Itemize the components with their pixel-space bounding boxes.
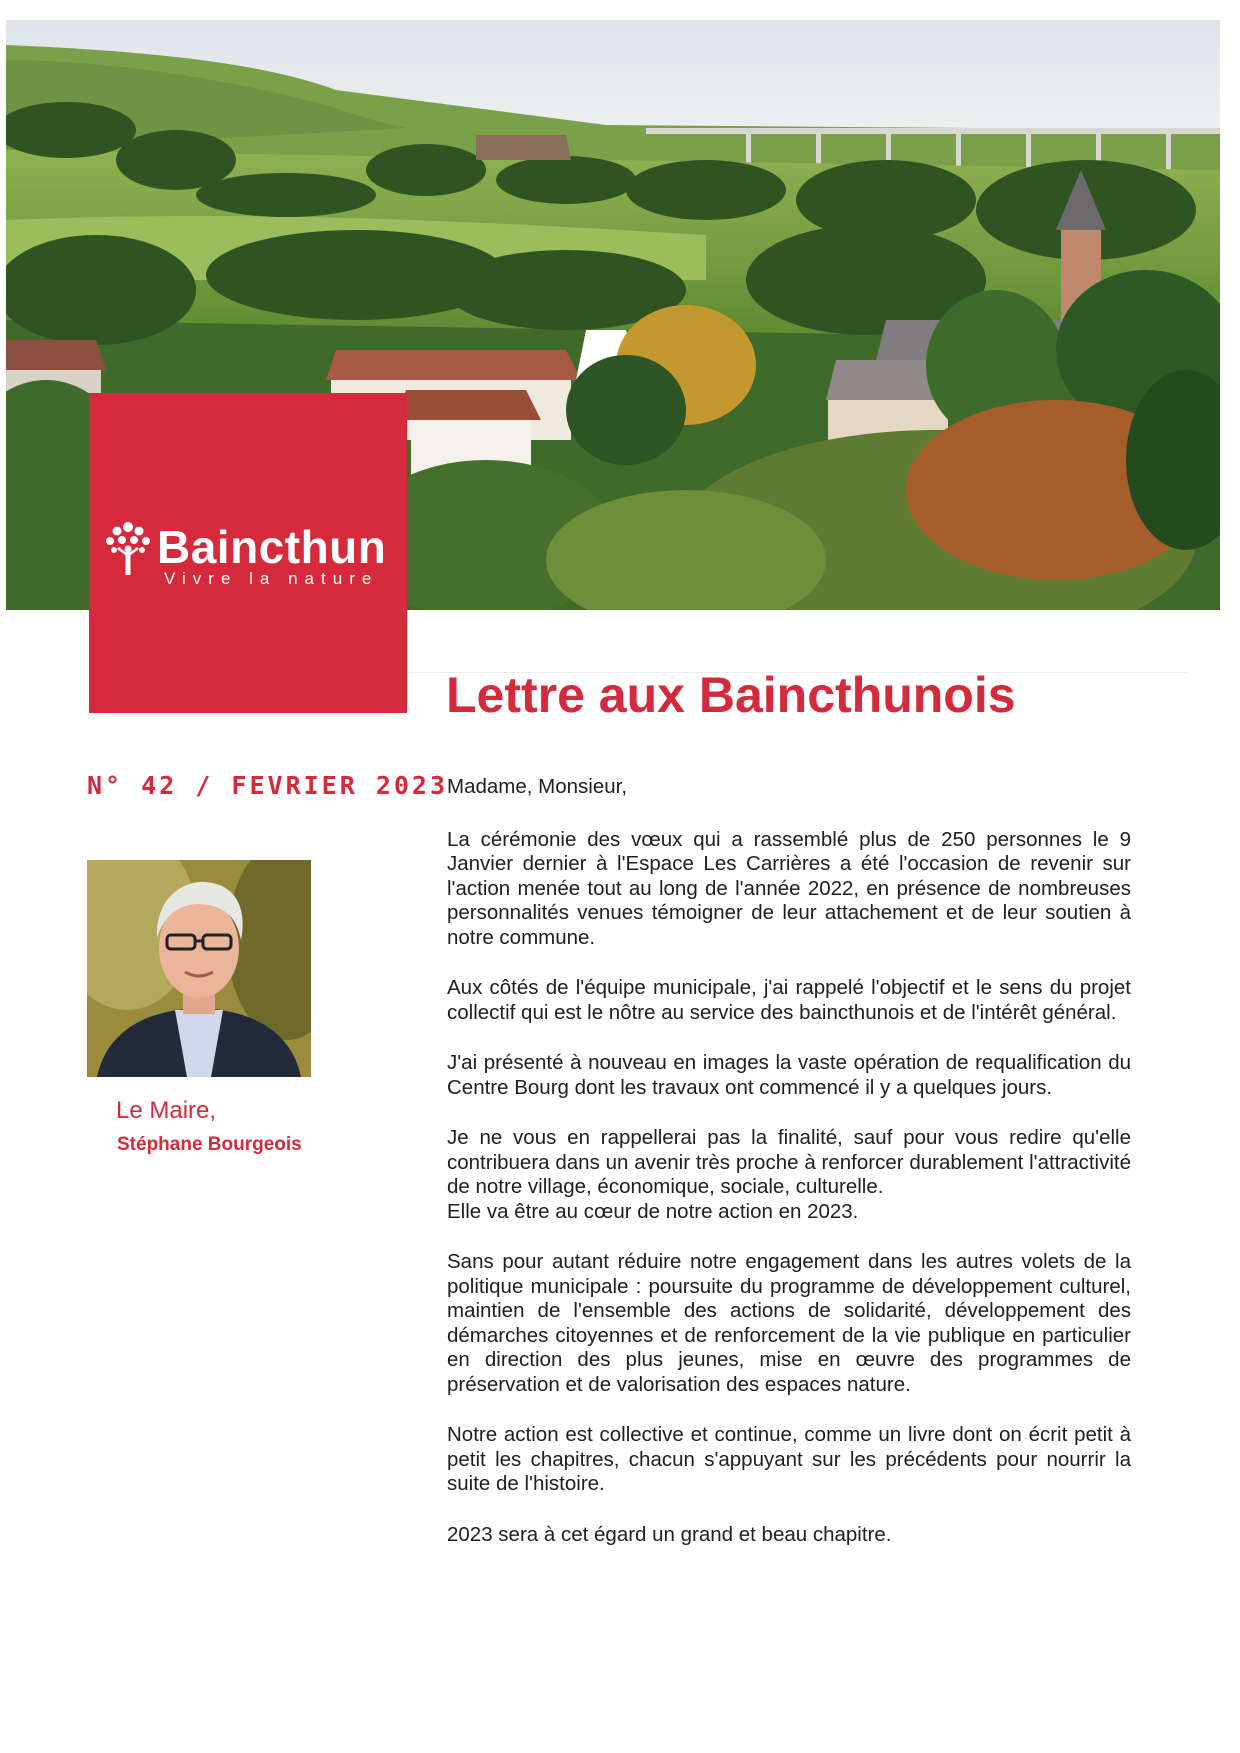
letter-paragraph: Notre action est collective et continue, comme un livre dont on écrit petit à petit les chapitres, chacun s'appuyant sur les précédents pour nourrir la suite de l'histoire. (447, 1423, 1131, 1495)
letter-paragraph: Sans pour autant réduire notre engagement dans les autres volets de la politique municipale : poursuite du programme de développement culturel, maintien de l'ensemble des actions de solidarité, développement des démarches citoyennes et de renforcement de la vie publique en particulier en direction des plus jeunes, mise en œuvre des programmes de préservation et de valorisation des espaces nature. (447, 1250, 1131, 1396)
issue-number: N° 42 / FEVRIER 2023 (87, 771, 449, 800)
letter-salutation: Madame, Monsieur, (447, 775, 628, 798)
letter-paragraph: Elle va être au cœur de notre action en 2023. (447, 1199, 859, 1223)
letter-paragraph: Je ne vous en rappellerai pas la finalité, sauf pour vous redire qu'elle contribuera dans un avenir très proche à renforcer durablement l'attractivité de notre village, économique, sociale, culturelle. (447, 1126, 1131, 1198)
tree-icon (103, 517, 153, 577)
brand-logo-block (89, 393, 407, 713)
signature-name: Stéphane Bourgeois (117, 1134, 302, 1155)
letter-paragraph: 2023 sera à cet égard un grand et beau chapitre. (447, 1522, 892, 1546)
brand-tagline: Vivre la nature (164, 569, 379, 588)
portrait-image (87, 860, 311, 1077)
mayor-portrait (87, 860, 311, 1077)
letter-body (447, 775, 1131, 1573)
brand-logo (103, 517, 386, 577)
brand-name: Baincthun (157, 521, 387, 573)
letter-paragraph: Aux côtés de l'équipe municipale, j'ai rappelé l'objectif et le sens du projet collectif qui est le nôtre au service des baincthunois et de l'intérêt général. (447, 976, 1131, 1024)
signature-role: Le Maire, (116, 1097, 217, 1124)
letter-paragraph: J'ai présenté à nouveau en images la vaste opération de requalification du Centre Bourg dont les travaux ont commencé il y a quelques jours. (447, 1051, 1131, 1099)
letter-paragraph: La cérémonie des vœux qui a rassemblé plus de 250 personnes le 9 Janvier dernier à l'Espace Les Carrières a été l'occasion de revenir sur l'action menée tout au long de l'année 2022, en présence de nombreuses personnalités venues témoigner de leur attachement et de leur soutien à notre commune. (447, 827, 1131, 949)
newsletter-title: Lettre aux Baincthunois (446, 667, 1016, 723)
